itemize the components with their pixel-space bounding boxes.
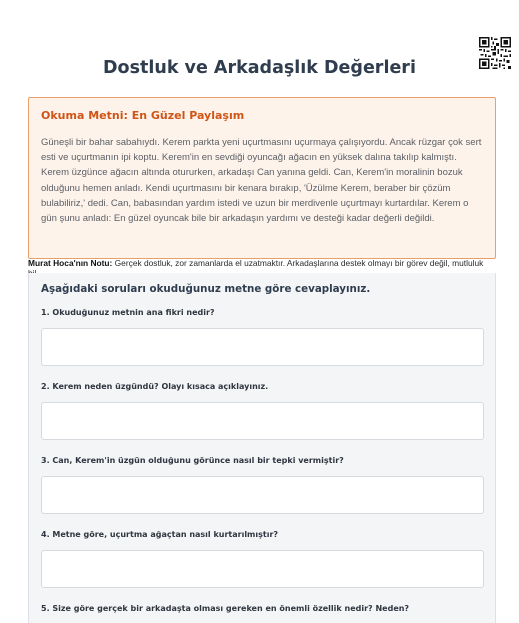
question-item xyxy=(41,308,483,366)
question-label: 4. Metne göre, uçurtma ağaçtan nasıl kurtarılmıştır? xyxy=(41,530,279,539)
question-item xyxy=(41,604,483,623)
question-item xyxy=(41,456,483,514)
question-label: 1. Okuduğunuz metnin ana fikri nedir? xyxy=(41,308,215,317)
question-item xyxy=(41,382,483,440)
questions-section xyxy=(28,273,496,623)
questions-heading: Aşağıdaki soruları okuduğunuz metne göre cevaplayınız. xyxy=(41,283,371,295)
question-label: 5. Size göre gerçek bir arkadaşta olması gereken en önemli özellik nedir? Neden? xyxy=(41,604,410,613)
reading-text-box xyxy=(28,97,496,259)
page-title: Dostluk ve Arkadaşlık Değerleri xyxy=(103,58,416,78)
question-label: 3. Can, Kerem'in üzgün olduğunu görünce nasıl bir tepki vermiştir? xyxy=(41,456,344,465)
answer-field-1[interactable] xyxy=(41,328,484,366)
answer-field-4[interactable] xyxy=(41,550,484,588)
answer-field-2[interactable] xyxy=(41,402,484,440)
question-label: 2. Kerem neden üzgündü? Olayı kısaca açıklayınız. xyxy=(41,382,269,391)
answer-field-3[interactable] xyxy=(41,476,484,514)
question-item xyxy=(41,530,483,588)
reading-title: Okuma Metni: En Güzel Paylaşım xyxy=(41,109,245,122)
teacher-note-label: Murat Hoca'nın Notu: xyxy=(28,258,113,268)
reading-body: Güneşli bir bahar sabahıydı. Kerem parkta yeni uçurtmasını uçurmaya çalışıyordu. Ancak rüzgar çok sert esti ve uçurtmanın ipi koptu. Kerem'in en sevdiği oyuncağı ağacın en yüksek dalına takılıp kalmıştı. Kerem üzgünce ağacın altında otururken, arkadaşı Can yanına geldi. Can, Kerem'in moralinin bozuk olduğunu hemen anladı. Kendi uçurtmasını bir kenara bırakıp, 'Üzülme Kerem, beraber bir çözüm bulabiliriz,' dedi. Can, babasından yardım istedi ve uzun bir merdivenle uçurtmayı kurtardılar. Kerem o gün şunu anladı: En güzel oyuncak bile bir arkadaşın yardımı ve desteği kadar değerli değildi. xyxy=(41,137,482,225)
teacher-note-text: Gerçek dostluk, zor zamanlarda el uzatmaktır. Arkadaşlarına destek olmayı bir görev değil, mutluluk xyxy=(114,258,484,268)
